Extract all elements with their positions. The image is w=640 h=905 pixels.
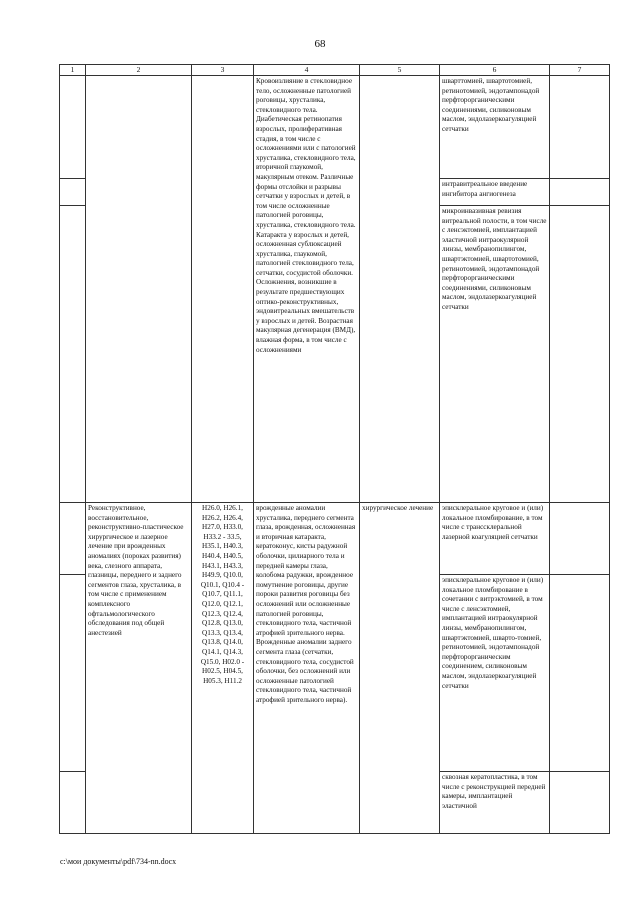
block2-disease-model: врожденные аномалии хрусталика, переднего сегмента глаза, врожденная, осложненная и вторичная катаракта, кератоконус, кисты радужной оболочки, цилиарного тела и передней камеры глаза, колобома радужки, врожденное помутнение роговицы, другие пороки развития роговицы без осложнений или осложненные патологией роговицы, стекловидного тела, частичной атрофией зрительного нерва. Врожденные аномалии заднего сегмента глаза (сетчатки, стекловидного тела, сосудистой оболочки, без осложнений или осложненные патологией стекловидного тела, частичной атрофией зрительного нерва). bbox=[254, 503, 360, 834]
table-row bbox=[60, 76, 610, 179]
table-cell bbox=[192, 76, 254, 503]
icd-code-line: Q13.8, Q14.0, bbox=[202, 638, 243, 647]
header-col-7: 7 bbox=[550, 65, 610, 76]
icd-code-line: H02.5, H04.5, bbox=[202, 667, 243, 676]
header-col-6: 6 bbox=[440, 65, 550, 76]
icd-code-line: Q10.7, Q11.1, bbox=[202, 590, 243, 599]
header-col-4: 4 bbox=[254, 65, 360, 76]
icd-code-line: Q12.0, Q12.1, bbox=[202, 599, 243, 608]
page-number: 68 bbox=[314, 38, 326, 50]
icd-code-line: H26.2, H26.4, bbox=[202, 513, 243, 522]
icd-code-line: H05.3, H11.2 bbox=[203, 676, 242, 685]
icd-code-line: H27.0, H33.0, bbox=[202, 523, 243, 532]
table-cell bbox=[550, 575, 610, 772]
table-cell bbox=[60, 772, 86, 834]
icd-code-line: H35.1, H40.3, bbox=[202, 542, 243, 551]
table-cell bbox=[550, 76, 610, 179]
icd-code-line: Q14.1, Q14.3, bbox=[202, 647, 243, 656]
icd-code-line: H33.2 - 33.5, bbox=[203, 532, 242, 541]
header-row bbox=[60, 65, 610, 76]
medical-care-table bbox=[59, 64, 610, 834]
block1-method-2: интравитреальное введение ингибитора ангиогенеза bbox=[440, 179, 550, 206]
block1-disease-model: Кровоизлияние в стекловидное тело, осложненные патологией роговицы, хрусталика, стекловидного тела. Диабетическая ретинопатия взрослых, пролиферативная стадия, в том числе с осложнениями или с патологией хрусталика, стекловидного тела, вторичной глаукомой, макулярным отеком. Различные формы отслойки и разрывы сетчатки у взрослых и детей, в том числе осложненные патологией роговицы, хрусталика, стекловидного тела. Катаракта у взрослых и детей, осложненная сублюксацией хрусталика, глаукомой, патологией стекловидного тела, сетчатки, сосудистой оболочки. Осложнения, возникшие в результате предшествующих оптико-реконструктивных, эндовитреальных вмешательств у взрослых и детей. Возрастная макулярная дегенерация (ВМД), влажная форма, в том числе с осложнениями bbox=[254, 76, 360, 503]
block1-method-1: шварттомией, швартотомией, ретинотомией, эндотампонадой перфторорганическими соединениями, силиконовым маслом, эндолазеркоагуляцией сетчатки bbox=[440, 76, 550, 179]
table-cell bbox=[360, 76, 440, 503]
block2-method-1: эписклеральное круговое и (или) локальное пломбирование, в том числе с транссклеральной лазерной коагуляцией сетчатки bbox=[440, 503, 550, 575]
header-col-5: 5 bbox=[360, 65, 440, 76]
block2-method-2: эписклеральное круговое и (или) локальное пломбирование в сочетании с витрэктомией, в том числе с ленсэктомией, имплантацией интраокулярной линзы, мембранопилингом, швартэктомией, шварто-томией, ретинотомией, эндотампонадой перфторорганическим соединением, силиконовым маслом, эндолазеркоагуляцией сетчатки bbox=[440, 575, 550, 772]
table-cell bbox=[550, 206, 610, 503]
block2-treatment-kind: хирургическое лечение bbox=[360, 503, 440, 834]
block2-treatment-type: Реконструктивное, восстановительное, реконструктивно-пластическое хирургическое и лазерное лечение при врожденных аномалиях (пороках развития) века, слезного аппарата, глазницы, переднего и заднего сегментов глаза, хрусталика, в том числе с применением комплексного офтальмологического обследования под общей анестезией bbox=[86, 503, 192, 834]
icd-code-line: Q12.8, Q13.0, bbox=[202, 619, 243, 628]
table-cell bbox=[60, 179, 86, 206]
icd-code-line: Q12.3, Q12.4, bbox=[202, 609, 243, 618]
icd-code-line: H43.1, H43.3, bbox=[202, 561, 243, 570]
footer-file-path: c:\мои документы\pdf\734-nn.docx bbox=[60, 857, 177, 866]
table-cell bbox=[550, 772, 610, 834]
block2-method-3: сквозная кератопластика, в том числе с реконструкцией передней камеры, имплантацией эластичной bbox=[440, 772, 550, 834]
block2-icd-codes bbox=[192, 503, 254, 834]
block1-method-3: микроинвазивная ревизия витреальной полости, в том числе с ленсэктомией, имплантацией эластичной интраокулярной линзы, мембранопилингом, швартэктомией, швартотомией, ретинотомией, эндотампонадой перфторорганическими соединениями, силиконовым маслом, эндолазеркоагуляцией сетчатки bbox=[440, 206, 550, 503]
header-col-3: 3 bbox=[192, 65, 254, 76]
table-row bbox=[60, 503, 610, 575]
icd-code-line: H26.0, H26.1, bbox=[202, 504, 243, 512]
icd-code-line: Q10.1, Q10.4 - bbox=[200, 580, 245, 589]
header-col-2: 2 bbox=[86, 65, 192, 76]
icd-code-line: Q15.0, H02.0 - bbox=[200, 657, 245, 666]
table-cell bbox=[550, 179, 610, 206]
table-cell bbox=[60, 503, 86, 575]
header-col-1: 1 bbox=[60, 65, 86, 76]
table-cell bbox=[60, 575, 86, 772]
icd-code-line: H49.9, Q10.0, bbox=[202, 571, 243, 580]
table-cell bbox=[60, 206, 86, 503]
icd-code-line: H40.4, H40.5, bbox=[202, 551, 243, 560]
icd-code-line: Q13.3, Q13.4, bbox=[202, 628, 243, 637]
table-cell bbox=[60, 76, 86, 179]
table-cell bbox=[550, 503, 610, 575]
table-cell bbox=[86, 76, 192, 503]
